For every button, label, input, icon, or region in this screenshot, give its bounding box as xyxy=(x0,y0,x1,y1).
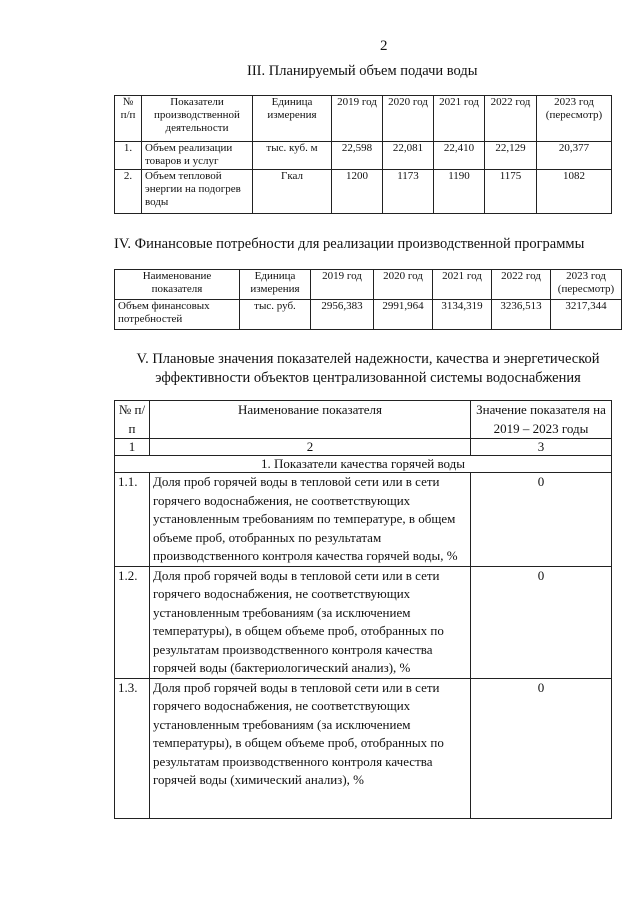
value-cell: 1175 xyxy=(485,170,537,214)
header-cell: Единица измерения xyxy=(253,96,332,142)
table-row xyxy=(115,473,612,567)
section5-title-line2: эффективности объектов централизованной системы водоснабжения xyxy=(155,370,581,386)
row-number: 1.2. xyxy=(115,566,150,678)
unit-cell: Гкал xyxy=(253,170,332,214)
value-cell: 1173 xyxy=(383,170,434,214)
column-number: 2 xyxy=(150,439,471,456)
value-cell: 1200 xyxy=(332,170,383,214)
header-cell: 2020 год xyxy=(374,270,433,300)
row-number: 1. xyxy=(115,142,142,170)
column-number-row xyxy=(115,439,612,456)
value-cell: 0 xyxy=(471,473,612,567)
page-number: 2 xyxy=(380,38,388,54)
header-cell: № п/п xyxy=(115,401,150,439)
header-cell: 2023 год (пересмотр) xyxy=(551,270,622,300)
value-cell: 20,377 xyxy=(537,142,612,170)
indicator-name: Доля проб горячей воды в тепловой сети или в сети горячего водоснабжения, не соответствующих установленным требованиям (за исключением температуры), в общем объеме проб, отобранных по результатам производственного контроля качества горячей воды (бактериологический анализ), % xyxy=(150,566,471,678)
header-cell: Значение показателя на 2019 – 2023 годы xyxy=(471,401,612,439)
quality-indicators-table xyxy=(114,400,612,819)
value-cell: 2991,964 xyxy=(374,300,433,330)
value-cell: 1190 xyxy=(434,170,485,214)
unit-cell: тыс. куб. м xyxy=(253,142,332,170)
group-row xyxy=(115,456,612,473)
value-cell: 22,598 xyxy=(332,142,383,170)
header-cell: Показатели производственной деятельности xyxy=(142,96,253,142)
header-cell: 2019 год xyxy=(332,96,383,142)
header-cell: № п/п xyxy=(115,96,142,142)
indicator-name: Доля проб горячей воды в тепловой сети или в сети горячего водоснабжения, не соответствующих установленным требованиям (за исключением температуры), в общем объеме проб, отобранных по результатам производственного контроля качества горячей воды (химический анализ), % xyxy=(150,678,471,818)
header-cell: 2023 год (пересмотр) xyxy=(537,96,612,142)
table-row xyxy=(115,300,622,330)
unit-cell: тыс. руб. xyxy=(240,300,311,330)
column-number: 3 xyxy=(471,439,612,456)
value-cell: 3134,319 xyxy=(433,300,492,330)
indicator-name: Объем финансовых потребностей xyxy=(115,300,240,330)
value-cell: 3217,344 xyxy=(551,300,622,330)
header-cell: 2019 год xyxy=(311,270,374,300)
value-cell: 3236,513 xyxy=(492,300,551,330)
value-cell: 22,129 xyxy=(485,142,537,170)
section5-title-line1: V. Плановые значения показателей надежности, качества и энергетической xyxy=(136,351,600,367)
financial-needs-table xyxy=(114,269,622,330)
section3-title: III. Планируемый объем подачи воды xyxy=(247,63,478,79)
header-cell: 2022 год xyxy=(492,270,551,300)
value-cell: 22,081 xyxy=(383,142,434,170)
header-cell: 2021 год xyxy=(433,270,492,300)
value-cell: 2956,383 xyxy=(311,300,374,330)
row-number: 1.1. xyxy=(115,473,150,567)
section4-title: IV. Финансовые потребности для реализации производственной программы xyxy=(114,236,585,252)
header-cell: Единица измерения xyxy=(240,270,311,300)
table-row xyxy=(115,142,612,170)
table-header-row xyxy=(115,401,612,439)
table-row xyxy=(115,678,612,818)
table-header-row xyxy=(115,96,612,142)
indicator-name: Объем тепловой энергии на подогрев воды xyxy=(142,170,253,214)
row-number: 1.3. xyxy=(115,678,150,818)
value-cell: 0 xyxy=(471,566,612,678)
production-volume-table xyxy=(114,95,612,214)
indicator-name: Объем реализации товаров и услуг xyxy=(142,142,253,170)
value-cell: 22,410 xyxy=(434,142,485,170)
header-cell: Наименование показателя xyxy=(150,401,471,439)
table-row xyxy=(115,170,612,214)
table-row xyxy=(115,566,612,678)
value-cell: 0 xyxy=(471,678,612,818)
header-cell: Наименование показателя xyxy=(115,270,240,300)
section5-title xyxy=(114,350,622,388)
indicator-name: Доля проб горячей воды в тепловой сети или в сети горячего водоснабжения, не соответствующих установленным требованиям по температуре, в общем объеме проб, отобранных по результатам производственного контроля качества горячей воды, % xyxy=(150,473,471,567)
column-number: 1 xyxy=(115,439,150,456)
header-cell: 2020 год xyxy=(383,96,434,142)
table-header-row xyxy=(115,270,622,300)
group-title: 1. Показатели качества горячей воды xyxy=(115,456,612,473)
header-cell: 2022 год xyxy=(485,96,537,142)
header-cell: 2021 год xyxy=(434,96,485,142)
row-number: 2. xyxy=(115,170,142,214)
value-cell: 1082 xyxy=(537,170,612,214)
